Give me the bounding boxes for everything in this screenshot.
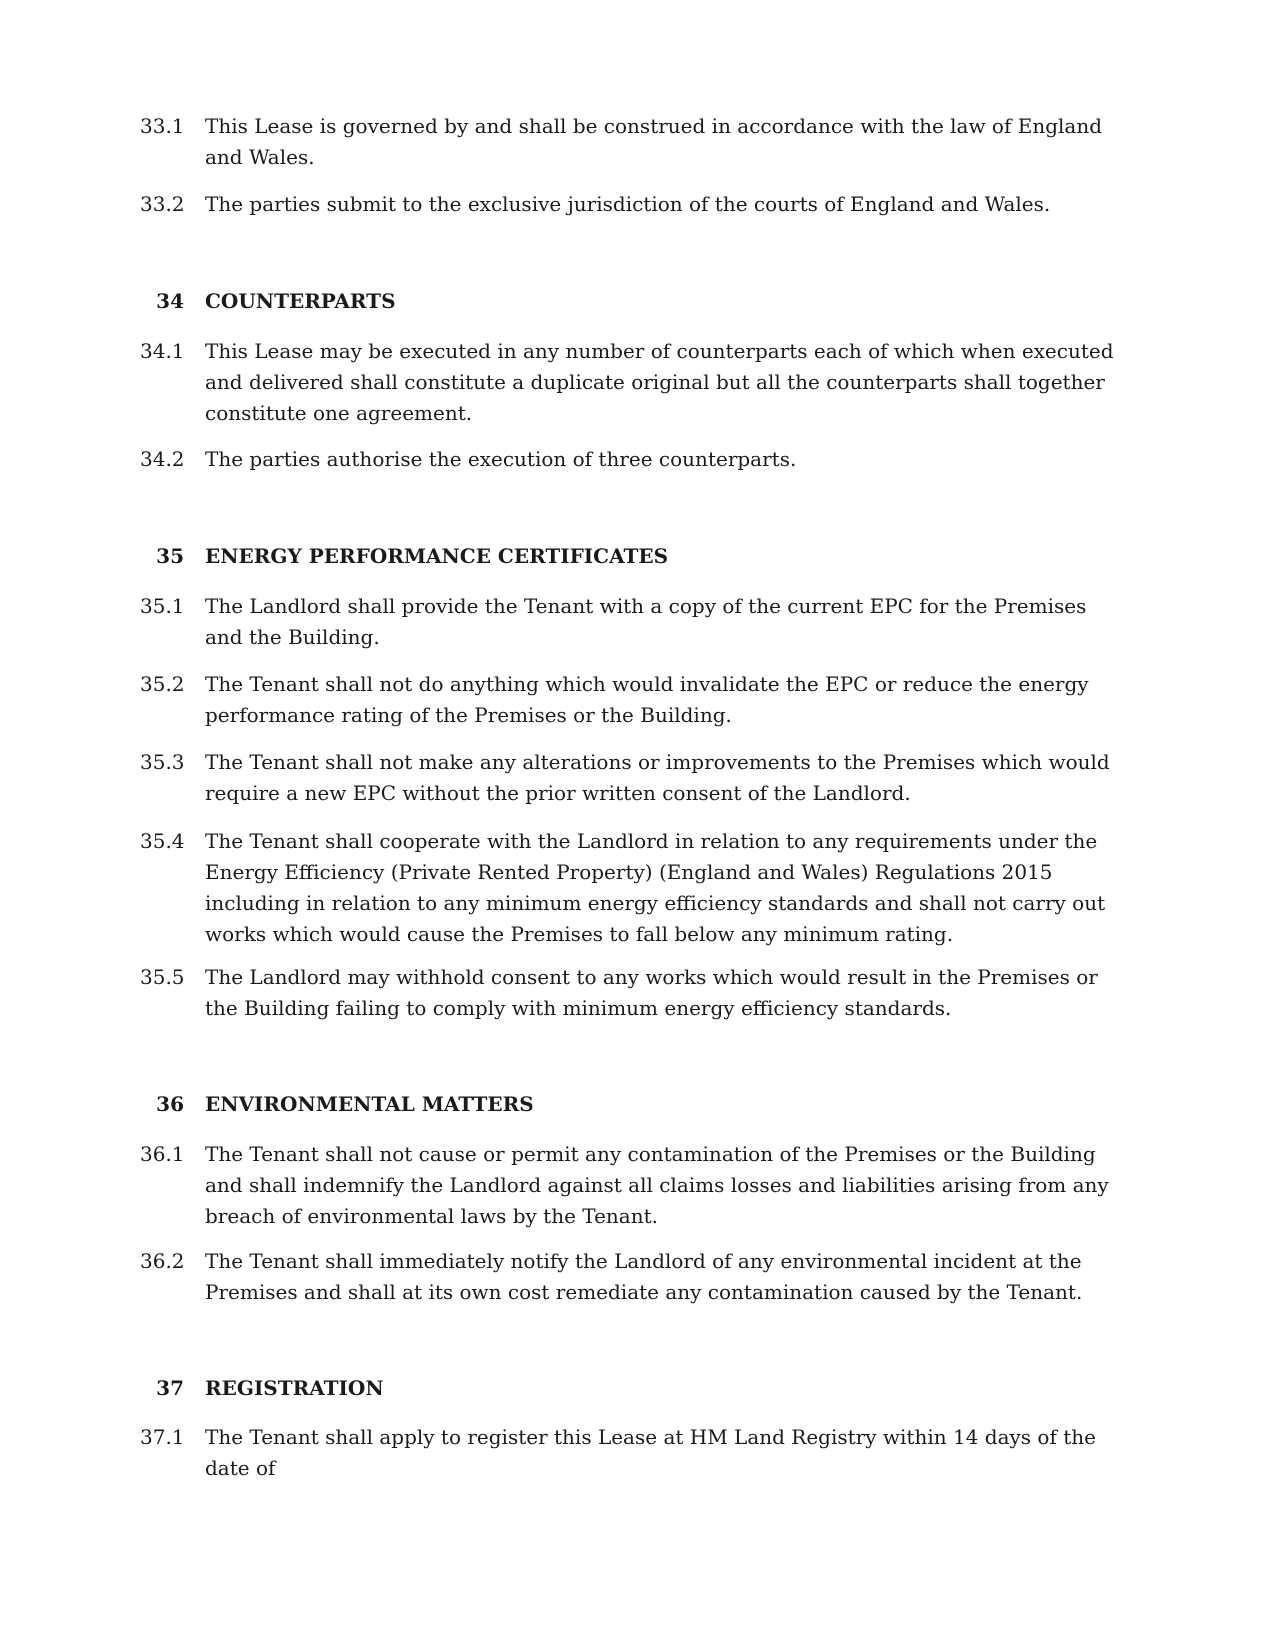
section-heading-36 (140, 1089, 1130, 1120)
clause-text: The Tenant shall not do anything which would invalidate the EPC or reduce the energy performance rating of the Premises or the Building. (205, 672, 1089, 727)
clause-number: 37.1 (140, 1425, 185, 1449)
clause-number: 34.1 (140, 339, 185, 363)
section-heading-35 (140, 541, 1130, 572)
clause-number: 35.5 (140, 965, 185, 989)
section-title: REGISTRATION (205, 1376, 384, 1400)
section-heading-37 (140, 1373, 1130, 1404)
clause-text: The Tenant shall not cause or permit any contamination of the Premises or the Building and shall indemnify the Landlord against all claims losses and liabilities arising from any breach of environmental laws by the Tenant. (205, 1142, 1109, 1228)
clause-number: 34.2 (140, 447, 185, 471)
clause-33-1 (140, 111, 1130, 173)
clause-text: The Tenant shall cooperate with the Landlord in relation to any requirements under the Energy Efficiency (Private Rented Property) (England and Wales) Regulations 2015 including in relation to any minimum energy efficiency standards and shall not carry out works which would cause the Premises to fall below any minimum rating. (205, 829, 1106, 946)
clause-number: 36.1 (140, 1142, 185, 1166)
clause-37-1 (140, 1422, 1130, 1484)
clause-36-1 (140, 1139, 1130, 1232)
clause-text: This Lease is governed by and shall be construed in accordance with the law of England and Wales. (205, 114, 1103, 169)
clause-text: The Tenant shall apply to register this Lease at HM Land Registry within 14 days of the date of (205, 1425, 1096, 1480)
clause-text: This Lease may be executed in any number of counterparts each of which when executed and delivered shall constitute a duplicate original but all the counterparts shall together constitute one agreement. (205, 339, 1114, 425)
clause-35-3 (140, 747, 1130, 809)
clause-34-1 (140, 336, 1130, 429)
clause-text: The Tenant shall immediately notify the Landlord of any environmental incident at the Premises and shall at its own cost remediate any contamination caused by the Tenant. (205, 1249, 1083, 1304)
clause-35-4 (140, 826, 1130, 950)
section-title: COUNTERPARTS (205, 289, 396, 313)
clause-33-2 (140, 189, 1130, 220)
clause-text: The Landlord may withhold consent to any works which would result in the Premises or the Building failing to comply with minimum energy efficiency standards. (205, 965, 1098, 1020)
section-number: 34 (156, 289, 184, 313)
clause-text: The Landlord shall provide the Tenant with a copy of the current EPC for the Premises and the Building. (205, 594, 1087, 649)
section-number: 36 (156, 1092, 184, 1116)
clause-34-2 (140, 444, 1130, 475)
clause-text: The parties submit to the exclusive jurisdiction of the courts of England and Wales. (205, 192, 1051, 216)
clause-text: The Tenant shall not make any alterations or improvements to the Premises which would require a new EPC without the prior written consent of the Landlord. (205, 750, 1110, 805)
clause-35-5 (140, 962, 1130, 1024)
section-title: ENERGY PERFORMANCE CERTIFICATES (205, 544, 669, 568)
section-title: ENVIRONMENTAL MATTERS (205, 1092, 534, 1116)
clause-number: 35.3 (140, 750, 185, 774)
clause-text: The parties authorise the execution of three counterparts. (205, 447, 797, 471)
clause-35-1 (140, 591, 1130, 653)
clause-number: 35.2 (140, 672, 185, 696)
clause-number: 36.2 (140, 1249, 185, 1273)
clause-number: 33.1 (140, 114, 185, 138)
section-number: 37 (156, 1376, 184, 1400)
clause-number: 35.4 (140, 829, 185, 853)
clause-36-2 (140, 1246, 1130, 1308)
clause-35-2 (140, 669, 1130, 731)
clause-number: 35.1 (140, 594, 185, 618)
section-number: 35 (156, 544, 184, 568)
section-heading-34 (140, 286, 1130, 317)
clause-number: 33.2 (140, 192, 185, 216)
